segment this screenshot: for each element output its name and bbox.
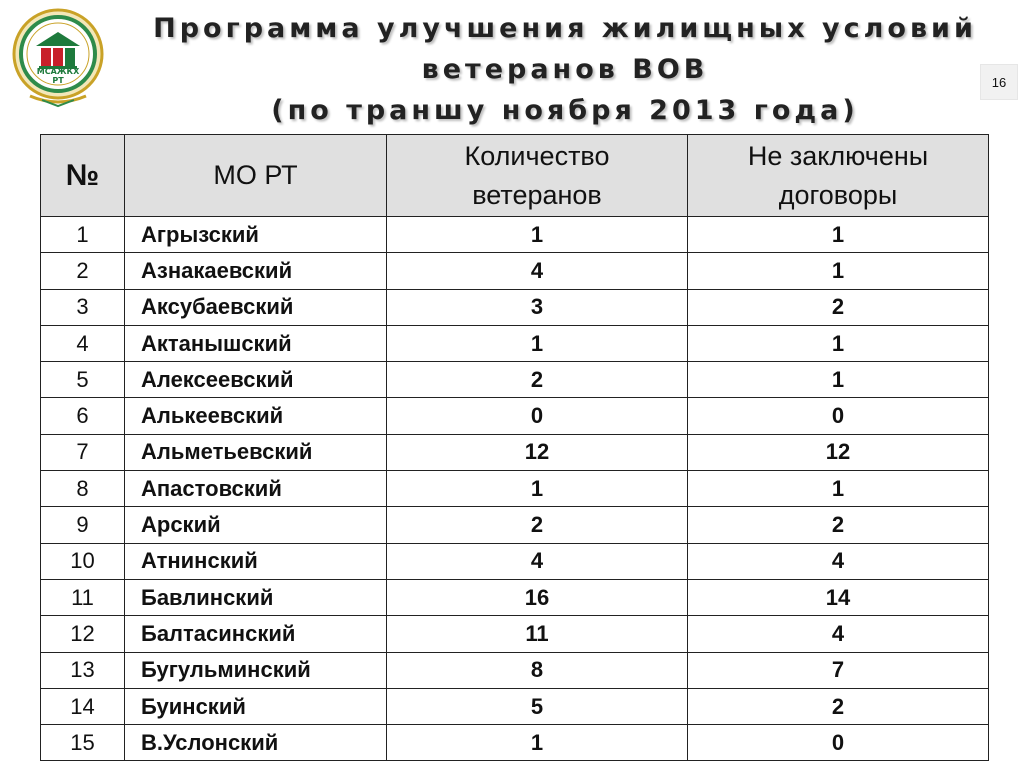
table-row <box>41 253 989 289</box>
table-row <box>41 507 989 543</box>
row-municipality: Буинский <box>125 688 387 724</box>
row-contracts-not-signed: 14 <box>688 579 989 615</box>
row-veterans-count: 1 <box>387 325 688 361</box>
row-veterans-count: 1 <box>387 471 688 507</box>
title-line-3: (по траншу ноября 2013 года) <box>271 95 859 126</box>
row-municipality: Бугульминский <box>125 652 387 688</box>
table-row <box>41 725 989 761</box>
table-row <box>41 652 989 688</box>
row-municipality: В.Услонский <box>125 725 387 761</box>
row-veterans-count: 1 <box>387 217 688 253</box>
row-veterans-count: 2 <box>387 507 688 543</box>
row-contracts-not-signed: 12 <box>688 434 989 470</box>
row-veterans-count: 4 <box>387 253 688 289</box>
row-contracts-not-signed: 2 <box>688 289 989 325</box>
veterans-table <box>40 134 989 761</box>
row-veterans-count: 1 <box>387 725 688 761</box>
row-number: 12 <box>41 616 125 652</box>
row-municipality: Алькеевский <box>125 398 387 434</box>
header-municipality: МО РТ <box>125 135 387 217</box>
slide-title <box>120 8 1010 131</box>
row-municipality: Агрызский <box>125 217 387 253</box>
row-municipality: Атнинский <box>125 543 387 579</box>
row-municipality: Аксубаевский <box>125 289 387 325</box>
row-contracts-not-signed: 1 <box>688 471 989 507</box>
row-number: 4 <box>41 325 125 361</box>
row-veterans-count: 8 <box>387 652 688 688</box>
row-contracts-not-signed: 1 <box>688 253 989 289</box>
ministry-logo <box>12 4 104 108</box>
row-contracts-not-signed: 4 <box>688 543 989 579</box>
logo-text: МСАЖКХ РТ <box>36 67 80 85</box>
row-veterans-count: 3 <box>387 289 688 325</box>
row-municipality: Апастовский <box>125 471 387 507</box>
row-number: 6 <box>41 398 125 434</box>
row-number: 11 <box>41 579 125 615</box>
header-contracts-not-signed: Не заключены договоры <box>688 135 989 217</box>
title-line-2: ветеранов ВОВ <box>421 54 709 85</box>
row-number: 2 <box>41 253 125 289</box>
row-municipality: Алексеевский <box>125 362 387 398</box>
row-number: 10 <box>41 543 125 579</box>
title-line-1: Программа улучшения жилищных условий <box>153 13 977 44</box>
row-veterans-count: 2 <box>387 362 688 398</box>
header-number: № <box>41 135 125 217</box>
row-number: 15 <box>41 725 125 761</box>
row-number: 8 <box>41 471 125 507</box>
table-row <box>41 217 989 253</box>
table-row <box>41 398 989 434</box>
table-row <box>41 471 989 507</box>
row-number: 3 <box>41 289 125 325</box>
row-number: 14 <box>41 688 125 724</box>
table-row <box>41 325 989 361</box>
row-municipality: Альметьевский <box>125 434 387 470</box>
row-veterans-count: 4 <box>387 543 688 579</box>
row-municipality: Балтасинский <box>125 616 387 652</box>
header-veterans-count: Количество ветеранов <box>387 135 688 217</box>
row-municipality: Бавлинский <box>125 579 387 615</box>
row-veterans-count: 11 <box>387 616 688 652</box>
row-contracts-not-signed: 2 <box>688 507 989 543</box>
row-municipality: Азнакаевский <box>125 253 387 289</box>
row-number: 9 <box>41 507 125 543</box>
row-municipality: Актанышский <box>125 325 387 361</box>
row-veterans-count: 0 <box>387 398 688 434</box>
table-row <box>41 289 989 325</box>
table-header-row <box>41 135 989 217</box>
table-row <box>41 543 989 579</box>
row-number: 13 <box>41 652 125 688</box>
row-contracts-not-signed: 1 <box>688 325 989 361</box>
row-municipality: Арский <box>125 507 387 543</box>
row-contracts-not-signed: 4 <box>688 616 989 652</box>
slide-number: 16 <box>980 64 1018 100</box>
row-contracts-not-signed: 0 <box>688 725 989 761</box>
row-number: 7 <box>41 434 125 470</box>
row-veterans-count: 5 <box>387 688 688 724</box>
row-veterans-count: 12 <box>387 434 688 470</box>
table-row <box>41 579 989 615</box>
table-row <box>41 616 989 652</box>
row-number: 5 <box>41 362 125 398</box>
table-row <box>41 362 989 398</box>
row-veterans-count: 16 <box>387 579 688 615</box>
row-contracts-not-signed: 7 <box>688 652 989 688</box>
row-contracts-not-signed: 1 <box>688 362 989 398</box>
row-number: 1 <box>41 217 125 253</box>
row-contracts-not-signed: 2 <box>688 688 989 724</box>
row-contracts-not-signed: 1 <box>688 217 989 253</box>
table-row <box>41 434 989 470</box>
table-row <box>41 688 989 724</box>
row-contracts-not-signed: 0 <box>688 398 989 434</box>
